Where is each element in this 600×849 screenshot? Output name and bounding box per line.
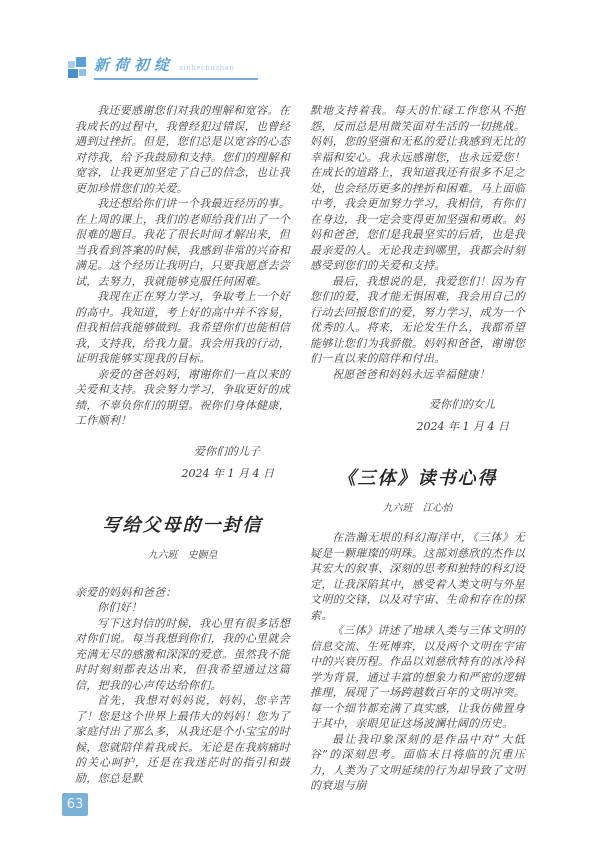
signature-name: 爱你们的女儿 [429, 398, 495, 411]
review-paragraph: 《三体》讲述了地球人类与三体文明的信息交流、生死博弈，以及两个文明在宇宙中的兴衰历程。作品以刘慈欣特有的冰冷科学为背景，通过丰富的想象力和严密的逻辑推理，展现了一场跨越数百年的文明冲突。每一个细节都充满了真实感，让我仿佛置身于其中，亲眼见证这场波澜壮阔的历史。 [310, 624, 525, 730]
son-letter-paragraph: 我还要感谢您们对我的理解和宽容。在我成长的过程中，我曾经犯过错误，也曾经遇到过挫折。但是，您们总是以宽容的心态对待我，给予我鼓励和支持。您们的理解和宽容，让我更加坚定了自己的信念，也让我更加珍惜您们的关爱。 [75, 104, 290, 195]
logo-square-icon [76, 57, 86, 67]
brand-subtitle: xinhechuzhan [179, 64, 235, 72]
daughter-letter-signature-block [310, 394, 525, 438]
son-letter-signature-block [75, 441, 290, 485]
santi-review-title: 《三体》读书心得 [337, 468, 498, 489]
son-letter-paragraph: 我还想给你们讲一个我最近经历的事。在上周的课上，我们的老师给我们出了一个很难的题目。我花了很长时间才解出来，但当我看到答案的时候，我感到非常的兴奋和满足。这个经历让我明白，只要我愿意去尝试，去努力，我就能够克服任何困难。 [75, 197, 290, 288]
signature-date: 2024 年 1 月 4 日 [181, 466, 274, 480]
son-letter-paragraph: 亲爱的爸爸妈妈，谢谢你们一直以来的关爱和支持。我会努力学习，争取更好的成绩，不辜负你们的期望。祝你们身体健康，工作顺利！ [75, 367, 290, 427]
brand-title-block [94, 54, 258, 80]
letter-article-title: 写给父母的一封信 [102, 514, 263, 536]
left-column [75, 103, 290, 786]
logo-square-icon [79, 69, 86, 76]
brand-title: 新荷初绽 [94, 56, 175, 74]
letter-paragraph-continued: 默地支持着我。每天的忙碌工作您从不抱怨，反而总是用微笑面对生活的一切挑战。妈妈，您的坚强和无私的爱让我感到无比的幸福和安心。我永远感谢您，也永远爱您！在成长的道路上，我知道我还有很多不足之处，也会经历更多的挫折和困难。马上面临中考，我会更加努力学习，我相信，有你们在身边，我一定会变得更加坚强和勇敢。妈妈和爸爸，您们是我最坚实的后盾，也是我最亲爱的人。无论我走到哪里，我都会时刻感受到您们的关爱和支持。 [310, 104, 525, 272]
letter-salutation: 亲爱的妈妈和爸爸： [75, 585, 177, 599]
brand-pixel-flower-icon [68, 57, 88, 78]
letter-paragraph: 最后，我想说的是，我爱您们！因为有您们的爱，我才能无惧困难，我会用自己的行动去回报您们的爱，努力学习，成为一个优秀的人。将来，无论发生什么，我都希望能够让您们为我骄傲。妈妈和爸爸，谢谢您们一直以来的陪伴和付出。 [310, 274, 525, 365]
review-paragraph: 最让我印象深刻的是作品中对“大低谷”的深刻思考。面临末日将临的沉重压力，人类为了文明延续的行为却导致了文明的衰退与崩 [310, 732, 525, 792]
signature-date: 2024 年 1 月 4 日 [416, 420, 509, 433]
letter-article-byline: 九六班 史颢皇 [147, 549, 218, 561]
son-letter-paragraph: 我现在正在努力学习，争取考上一个好的高中。我知道，考上好的高中并不容易，但我相信我能够做到。我希望你们也能相信我，支持我，给我力量。我会用我的行动，证明我能够实现我的目标。 [75, 290, 290, 365]
page-number-badge: 63 [62, 793, 88, 816]
signature-name: 爱你们的儿子 [194, 444, 260, 458]
logo-square-icon [68, 69, 78, 78]
right-column [310, 103, 525, 794]
review-paragraph: 在浩瀚无垠的科幻海洋中，《三体》无疑是一颗璀璨的明珠。这部刘慈欣的杰作以其宏大的叙事、深刻的思考和独特的科幻设定，让我深陷其中，感受着人类文明与外星文明的交锋，以及对宇宙、生命和存在的探索。 [310, 531, 525, 622]
page-header [68, 54, 278, 88]
letter-paragraph: 写下这封信的时候，我心里有很多话想对你们说。每当我想到你们，我的心里就会充满无尽的感激和深深的爱意。虽然我不能时时刻刻都表达出来，但我希望通过这篇信，把我的心声传达给你们。 [75, 616, 290, 692]
logo-square-icon [68, 61, 75, 68]
letter-paragraph: 首先，我想对妈妈说，妈妈，您辛苦了！您是这个世界上最伟大的妈妈！您为了家庭付出了那么多，从我还是个小宝宝的时候，您就陪伴着我成长。无论是在我病痛时的关心呵护，还是在我迷茫时的指引和鼓励，您总是默 [75, 694, 290, 785]
santi-review-byline: 九六班 江心怡 [382, 503, 453, 514]
letter-greeting: 你们好！ [97, 601, 143, 614]
letter-wish-line: 祝愿爸爸和妈妈永远幸福健康！ [332, 367, 491, 381]
